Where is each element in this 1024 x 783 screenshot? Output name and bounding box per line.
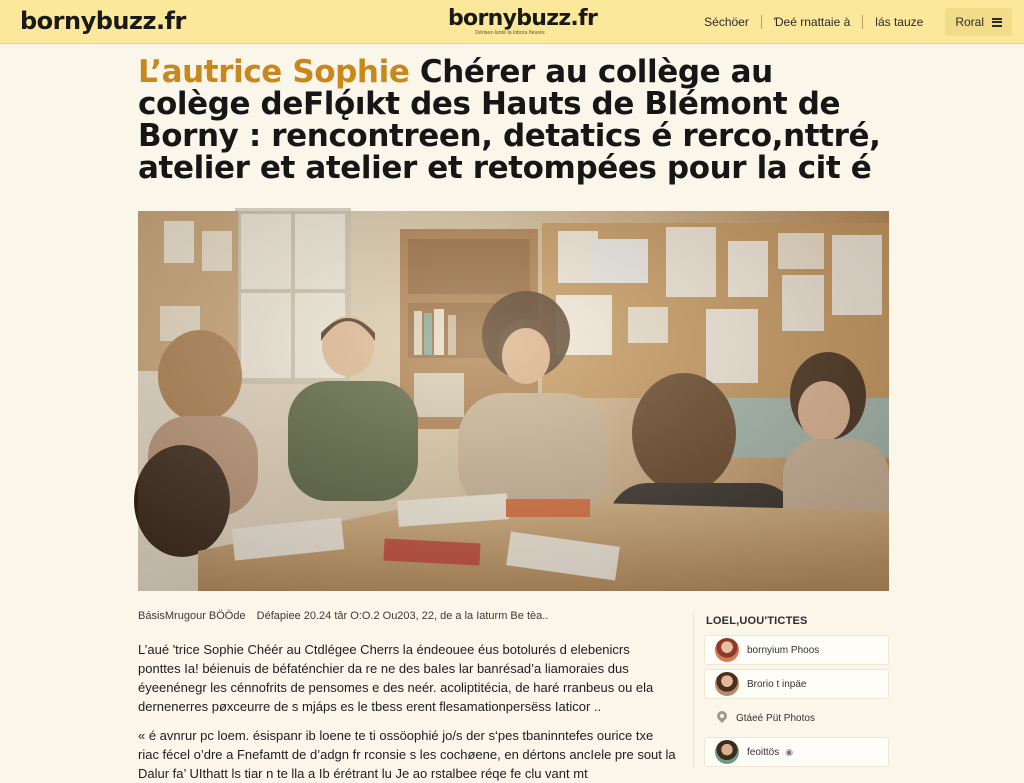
- sidebar-item-1[interactable]: [704, 635, 889, 665]
- headline-accent: L’autrice Sophie: [138, 54, 410, 90]
- related-sidebar: [693, 612, 889, 768]
- site-logo-left[interactable]: bornybuzz.fr: [20, 7, 186, 35]
- article-byline: [138, 610, 678, 622]
- site-tagline: Dérisez-lunté la loboru fleurés: [475, 30, 545, 36]
- headline-text: Chérer au collège au colège deFlǫ́ıkt des Hauts de Blémont de Borny : rencontreen, detatics é rerco,nttré, atelier et atelier et retompées pour la cit é: [138, 54, 881, 186]
- nav-link-1[interactable]: Séchöer: [704, 15, 749, 29]
- article-line: ponttes Ia! béienuis de béfaténchier da re ne des baIes lar banrésad’a liamoraies dus: [138, 661, 629, 676]
- hero-photo-classroom-workshop: [138, 211, 889, 591]
- article-paragraph: [138, 640, 678, 716]
- nav-link-2[interactable]: Ɗeé rnattaie à: [773, 15, 851, 29]
- nav-divider: [862, 15, 863, 29]
- avatar: [715, 672, 739, 696]
- article-headline: [138, 56, 890, 184]
- site-logo-center[interactable]: [448, 6, 598, 36]
- sidebar-item-2[interactable]: [704, 669, 889, 699]
- article-line: dernenerres pøxceurre de s mjáps es le tbess erent flesamationpersëss Iaticor ..: [138, 699, 602, 714]
- avatar: [715, 638, 739, 662]
- sidebar-item-label: Gtáeé Püt Photos: [736, 712, 815, 724]
- article-line: L’aué 'trice Sophie Chéér au Ctdlégee Cherrs la éndeouee éus botolurés d elebenicrs: [138, 642, 630, 657]
- site-logo-wordmark: bornybuzz.fr: [448, 6, 598, 31]
- site-header: [0, 0, 1024, 44]
- hamburger-icon: [992, 18, 1002, 27]
- classroom-photo-illustration: [138, 211, 889, 591]
- sidebar-item-3[interactable]: [704, 703, 889, 733]
- avatar: [715, 740, 739, 764]
- nav-link-3[interactable]: lás tauze: [875, 15, 924, 29]
- sidebar-item-4[interactable]: [704, 737, 889, 767]
- menu-button-label: Roral: [955, 15, 984, 29]
- sidebar-title: LOEL,UOU'TICTES: [706, 615, 808, 627]
- menu-button[interactable]: [945, 8, 1012, 36]
- article-body: [138, 640, 678, 781]
- article-line: éyeenénegr les cénnofrits de pensomes e des neér. acoliptitécia, de haré rranbeus ou ela: [138, 680, 654, 695]
- article-line: Dalur fa’ UIthatt ls tiar n te lla a Ib érétrant lu Je ao rstalbee réqe fe clu vant mt: [138, 766, 588, 781]
- byline-author[interactable]: BásisMrugour BÖÖde: [138, 610, 246, 622]
- sidebar-item-label: feoittös: [747, 746, 780, 758]
- article-line: riac fécel o’dre a Fnefamtt de d’adgn fr rconsie s les cochøene, en dértons ancIele pre sout la: [138, 747, 676, 762]
- top-nav: [692, 6, 1012, 38]
- sidebar-item-label: Brorio t inpäe: [747, 678, 807, 690]
- sidebar-item-label: bornyium Phoos: [747, 644, 820, 656]
- byline-date: Défapiee 20.24 târ O:O.2 Ou203, 22, de a la Iaturm Be tèa..: [256, 610, 549, 622]
- article-line: « é avnrur pc loem. ésispanr ib loene te ti ossöophié jo/s der s‘pes tbaninntefes ourice txe: [138, 728, 654, 743]
- nav-divider: [761, 15, 762, 29]
- camera-icon: ◉: [785, 746, 794, 757]
- article-paragraph: [138, 726, 678, 783]
- map-pin-icon: [716, 711, 728, 725]
